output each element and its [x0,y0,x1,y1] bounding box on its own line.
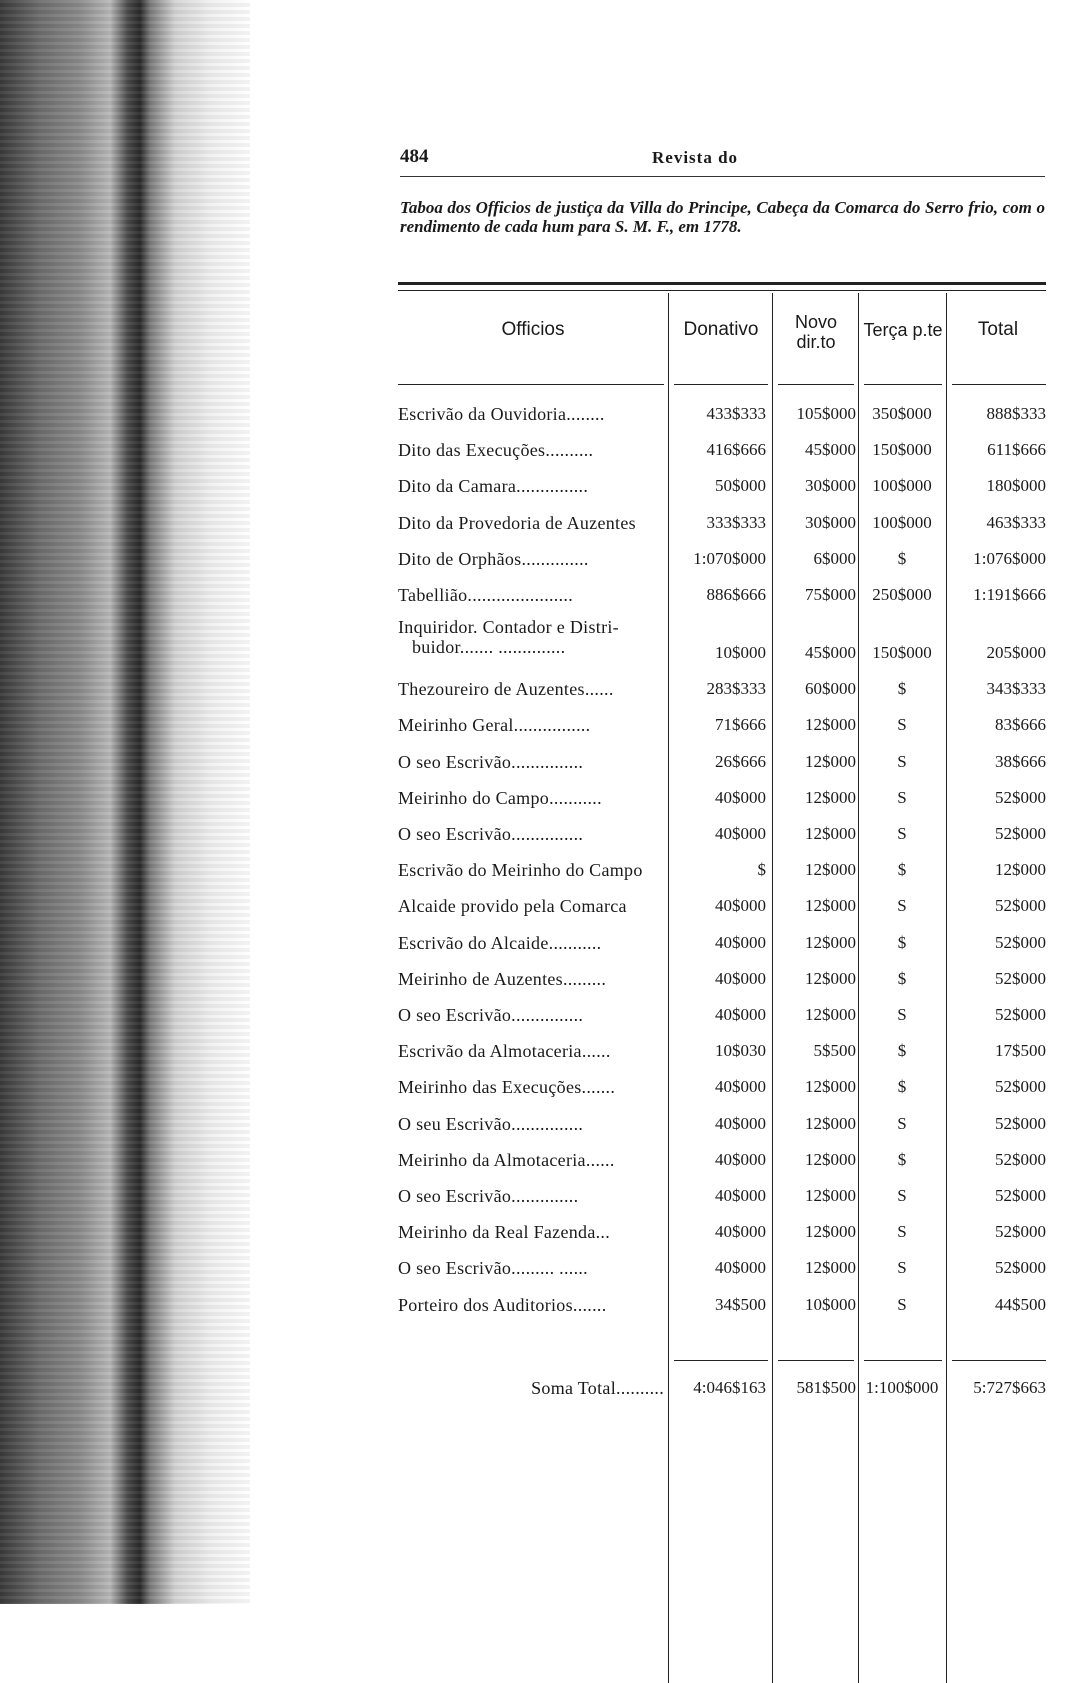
header-total: Total [977,319,1019,340]
cell-donativo: 40$000 [715,1186,766,1205]
header-rule-total [952,384,1046,385]
table-caption: Taboa dos Officios de justiça da Villa do Principe, Cabeça da Comarca do Serro frio, com o rendimento de cada hum para S. M. F., em 1778. [400,198,1045,236]
cell-total: 1:076$000 [973,548,1046,568]
cell-terca-parte: 250$000 [872,585,932,604]
cell-total: 52$000 [995,1077,1046,1097]
row-label [398,617,668,657]
header-rule-novo [778,384,854,385]
cell-donativo: 416$666 [706,440,766,460]
cell-terca-parte: S [897,715,907,735]
cell-terca-parte: 100$000 [872,476,932,496]
cell-total: 1:191$666 [973,585,1046,604]
total-total: 5:727$663 [973,1378,1046,1397]
cell-novo-direito: 12$000 [805,860,856,880]
table-row [398,744,1048,780]
cell-total: 52$000 [995,1005,1046,1024]
cell-donativo: 40$000 [715,1113,766,1133]
cell-total: 611$666 [987,440,1046,460]
cell-terca-parte: $ [897,548,907,568]
header-officios: Officios [501,319,565,340]
cell-total: 180$000 [986,476,1046,496]
table-row [398,468,1048,504]
row-label: Porteiro dos Auditorios....... [398,1294,607,1315]
table-row [398,852,1048,888]
cell-donativo: 40$000 [715,932,766,952]
cell-total: 12$000 [995,860,1046,880]
cell-terca-parte: S [897,1113,907,1133]
cell-novo-direito: 12$000 [805,1113,856,1133]
table-row [398,671,1048,707]
book-gutter-shadow [0,0,250,1604]
row-label: Meirinho da Almotaceria...... [398,1149,615,1170]
row-label: Dito de Orphãos.............. [398,548,589,569]
table-row [398,1287,1048,1323]
cell-donativo: 40$000 [715,1005,766,1024]
cell-donativo: 40$000 [715,824,766,843]
table-row [398,997,1048,1033]
cell-donativo: 40$000 [715,1149,766,1169]
row-label: Escrivão do Meirinho do Campo [398,860,643,881]
cell-terca-parte: $ [897,679,907,699]
cell-donativo: 283$333 [706,679,766,699]
sum-rule-terca [864,1360,942,1361]
row-label: Meirinho do Campo........... [398,787,602,808]
table-row [398,1250,1048,1286]
table-row [398,888,1048,924]
cell-terca-parte: $ [897,932,907,952]
cell-novo-direito: 75$000 [805,585,856,604]
total-label: Soma Total.......... [531,1378,664,1398]
row-label: Alcaide provido pela Comarca [398,896,627,917]
row-label: O seo Escrivão............... [398,1005,584,1025]
cell-total: 17$500 [995,1041,1046,1061]
cell-donativo: 1:070$000 [693,548,766,568]
row-label: Thezoureiro de Auzentes...... [398,679,614,700]
cell-terca-parte: $ [897,860,907,880]
cell-novo-direito: 12$000 [805,824,856,843]
cell-novo-direito: 105$000 [796,404,856,423]
cell-terca-parte: S [897,896,907,916]
cell-total: 44$500 [995,1294,1046,1314]
cell-novo-direito: 12$000 [805,932,856,952]
row-label-line2: buidor....... .............. [412,637,566,658]
cell-terca-parte: S [897,751,907,771]
cell-total: 52$000 [995,968,1046,988]
sum-rule-novo [778,1360,854,1361]
total-row [398,1370,1048,1406]
cell-novo-direito: 6$000 [813,548,856,568]
cell-donativo: 10$030 [715,1041,766,1061]
cell-donativo: 71$666 [715,715,766,735]
cell-donativo: 40$000 [715,787,766,807]
row-label: Dito da Provedoria de Auzentes [398,512,636,533]
row-label: Escrivão do Alcaide........... [398,932,602,953]
cell-terca-parte: $ [897,1041,907,1061]
cell-total: 343$333 [986,679,1046,699]
total-donativo: 4:046$163 [693,1378,766,1397]
cell-novo-direito: 12$000 [805,751,856,771]
page-number: 484 [400,146,429,167]
table-row [398,780,1048,816]
row-label: O seu Escrivão............... [398,1113,584,1134]
table-row [398,1178,1048,1214]
cell-donativo: 40$000 [715,1222,766,1242]
cell-novo-direito: 12$000 [805,968,856,988]
cell-terca-parte: $ [897,968,907,988]
sum-rule-donativo [674,1360,768,1361]
cell-novo-direito: 12$000 [805,1222,856,1242]
cell-total: 205$000 [986,643,1046,663]
row-label: Tabellião...................... [398,585,574,605]
cell-terca-parte: S [897,1186,907,1205]
cell-total: 38$666 [995,751,1046,771]
cell-total: 463$333 [986,512,1046,532]
cell-terca-parte: S [897,1294,907,1314]
table-row [398,816,1048,852]
table-row [398,541,1048,577]
header-novo-direito: Novo dir.to [794,312,838,352]
cell-donativo: 433$333 [706,404,766,423]
header-rule-officios [398,384,664,385]
header-terca-parte: Terça p.te [863,320,943,340]
header-donativo: Donativo [683,319,759,340]
row-label: O seo Escrivão............... [398,824,584,844]
table-row [398,1214,1048,1250]
cell-terca-parte: 150$000 [872,643,932,663]
cell-novo-direito: 45$000 [805,440,856,460]
cell-novo-direito: 12$000 [805,1077,856,1097]
cell-novo-direito: 60$000 [805,679,856,699]
cell-total: 52$000 [995,1186,1046,1205]
cell-novo-direito: 30$000 [805,512,856,532]
row-label: Meirinho Geral................ [398,715,591,736]
cell-novo-direito: 12$000 [805,715,856,735]
row-label: Dito da Camara............... [398,476,589,497]
header-rule-terca [864,384,942,385]
table-row [398,1033,1048,1069]
row-label-line1: Inquiridor. Contador e Distri- [398,617,619,638]
cell-donativo: 40$000 [715,896,766,916]
cell-terca-parte: S [897,787,907,807]
cell-total: 52$000 [995,1258,1046,1278]
cell-novo-direito: 5$500 [813,1041,856,1061]
cell-total: 52$000 [995,1222,1046,1242]
cell-total: 52$000 [995,1149,1046,1169]
cell-donativo: 10$000 [715,643,766,663]
row-label: O seo Escrivão............... [398,751,584,772]
header-rule-donativo [674,384,768,385]
cell-terca-parte: S [897,1222,907,1242]
cell-novo-direito: 12$000 [805,1258,856,1278]
cell-donativo: 26$666 [715,751,766,771]
cell-novo-direito: 12$000 [805,1005,856,1024]
cell-total: 52$000 [995,896,1046,916]
cell-donativo: $ [757,860,766,880]
cell-total: 52$000 [995,932,1046,952]
cell-novo-direito: 12$000 [805,1149,856,1169]
table-row [398,505,1048,541]
table-row [398,577,1048,613]
sum-rule-total [952,1360,1046,1361]
cell-total: 52$000 [995,787,1046,807]
cell-novo-direito: 12$000 [805,1186,856,1205]
table-top-rule-thin [398,290,1046,291]
row-label: Escrivão da Almotaceria...... [398,1041,611,1062]
table-row [398,707,1048,743]
cell-terca-parte: $ [897,1077,907,1097]
cell-novo-direito: 12$000 [805,787,856,807]
cell-terca-parte: $ [897,1149,907,1169]
cell-terca-parte: S [897,1258,907,1278]
row-label: Meirinho de Auzentes......... [398,968,607,989]
cell-total: 888$333 [986,404,1046,423]
row-label: Dito das Execuções.......... [398,440,594,461]
cell-novo-direito: 45$000 [805,643,856,663]
row-label: O seo Escrivão......... ...... [398,1258,588,1279]
cell-terca-parte: S [897,824,907,843]
table-row [398,613,1048,671]
cell-total: 52$000 [995,1113,1046,1133]
row-label: O seo Escrivão.............. [398,1186,579,1206]
header-rule [400,176,1045,177]
total-novo: 581$500 [796,1378,856,1397]
cell-novo-direito: 30$000 [805,476,856,496]
total-terca: 1:100$000 [865,1378,939,1397]
cell-total: 83$666 [995,715,1046,735]
cell-donativo: 40$000 [715,968,766,988]
cell-donativo: 34$500 [715,1294,766,1314]
cell-donativo: 50$000 [715,476,766,496]
cell-total: 52$000 [995,824,1046,843]
running-head: Revista do [652,148,739,167]
table-row [398,1142,1048,1178]
cell-novo-direito: 12$000 [805,896,856,916]
table-top-rule [398,282,1046,285]
cell-terca-parte: 350$000 [872,404,932,423]
cell-terca-parte: 100$000 [872,512,932,532]
table-row [398,1069,1048,1105]
cell-novo-direito: 10$000 [805,1294,856,1314]
table-row [398,1106,1048,1142]
table-row [398,925,1048,961]
cell-terca-parte: 150$000 [872,440,932,460]
row-label: Meirinho da Real Fazenda... [398,1222,611,1243]
cell-terca-parte: S [897,1005,907,1024]
table-row [398,432,1048,468]
cell-donativo: 40$000 [715,1077,766,1097]
table-row [398,961,1048,997]
row-label: Escrivão da Ouvidoria........ [398,404,605,424]
row-label: Meirinho das Execuções....... [398,1077,616,1098]
cell-donativo: 333$333 [706,512,766,532]
cell-donativo: 40$000 [715,1258,766,1278]
table-row [398,396,1048,432]
cell-donativo: 886$666 [706,585,766,604]
